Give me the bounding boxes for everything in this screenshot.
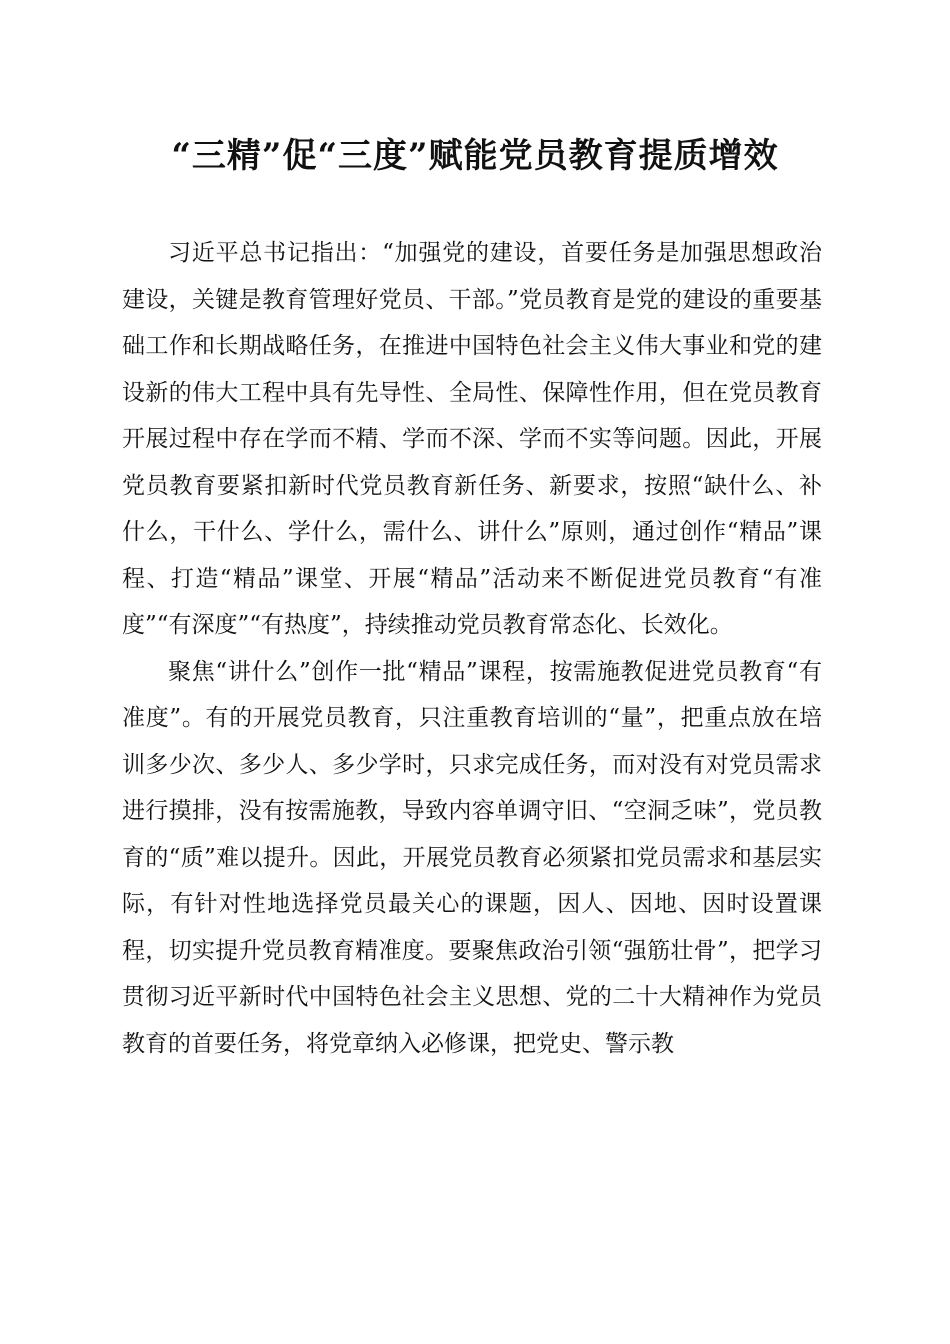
paragraph-focus-courses: 聚焦“讲什么”创作一批“精品”课程，按需施教促进党员教育“有准度”。有的开展党员教育，只注重教育培训的“量”，把重点放在培训多少次、多少人、多少学时，只求完成任务，而对没有对党员需求进行摸排，没有按需施教，导致内容单调守旧、“空洞乏味”，党员教育的“质”难以提升。因此，开展党员教育必须紧扣党员需求和基层实际，有针对性地选择党员最关心的课题，因人、因地、因时设置课程，切实提升党员教育精准度。要聚焦政治引领“强筋壮骨”，把学习贯彻习近平新时代中国特色社会主义思想、党的二十大精神作为党员教育的首要任务，将党章纳入必修课，把党史、警示教 (122, 658, 822, 1057)
document-title: “三精”促“三度”赋能党员教育提质增效 (171, 136, 779, 176)
paragraph-intro: 习近平总书记指出：“加强党的建设，首要任务是加强思想政治建设，关键是教育管理好党员、干部。”党员教育是党的建设的重要基础工作和长期战略任务，在推进中国特色社会主义伟大事业和党的建设新的伟大工程中具有先导性、全局性、保障性作用，但在党员教育开展过程中存在学而不精、学而不深、学而不实等问题。因此，开展党员教育要紧扣新时代党员教育新任务、新要求，按照“缺什么、补什么，干什么、学什么，需什么、讲什么”原则，通过创作“精品”课程、打造“精品”课堂、开展“精品”活动来不断促进党员教育“有准度”“有深度”“有热度”，持续推动党员教育常态化、长效化。 (122, 240, 822, 638)
document-body (122, 230, 822, 1067)
